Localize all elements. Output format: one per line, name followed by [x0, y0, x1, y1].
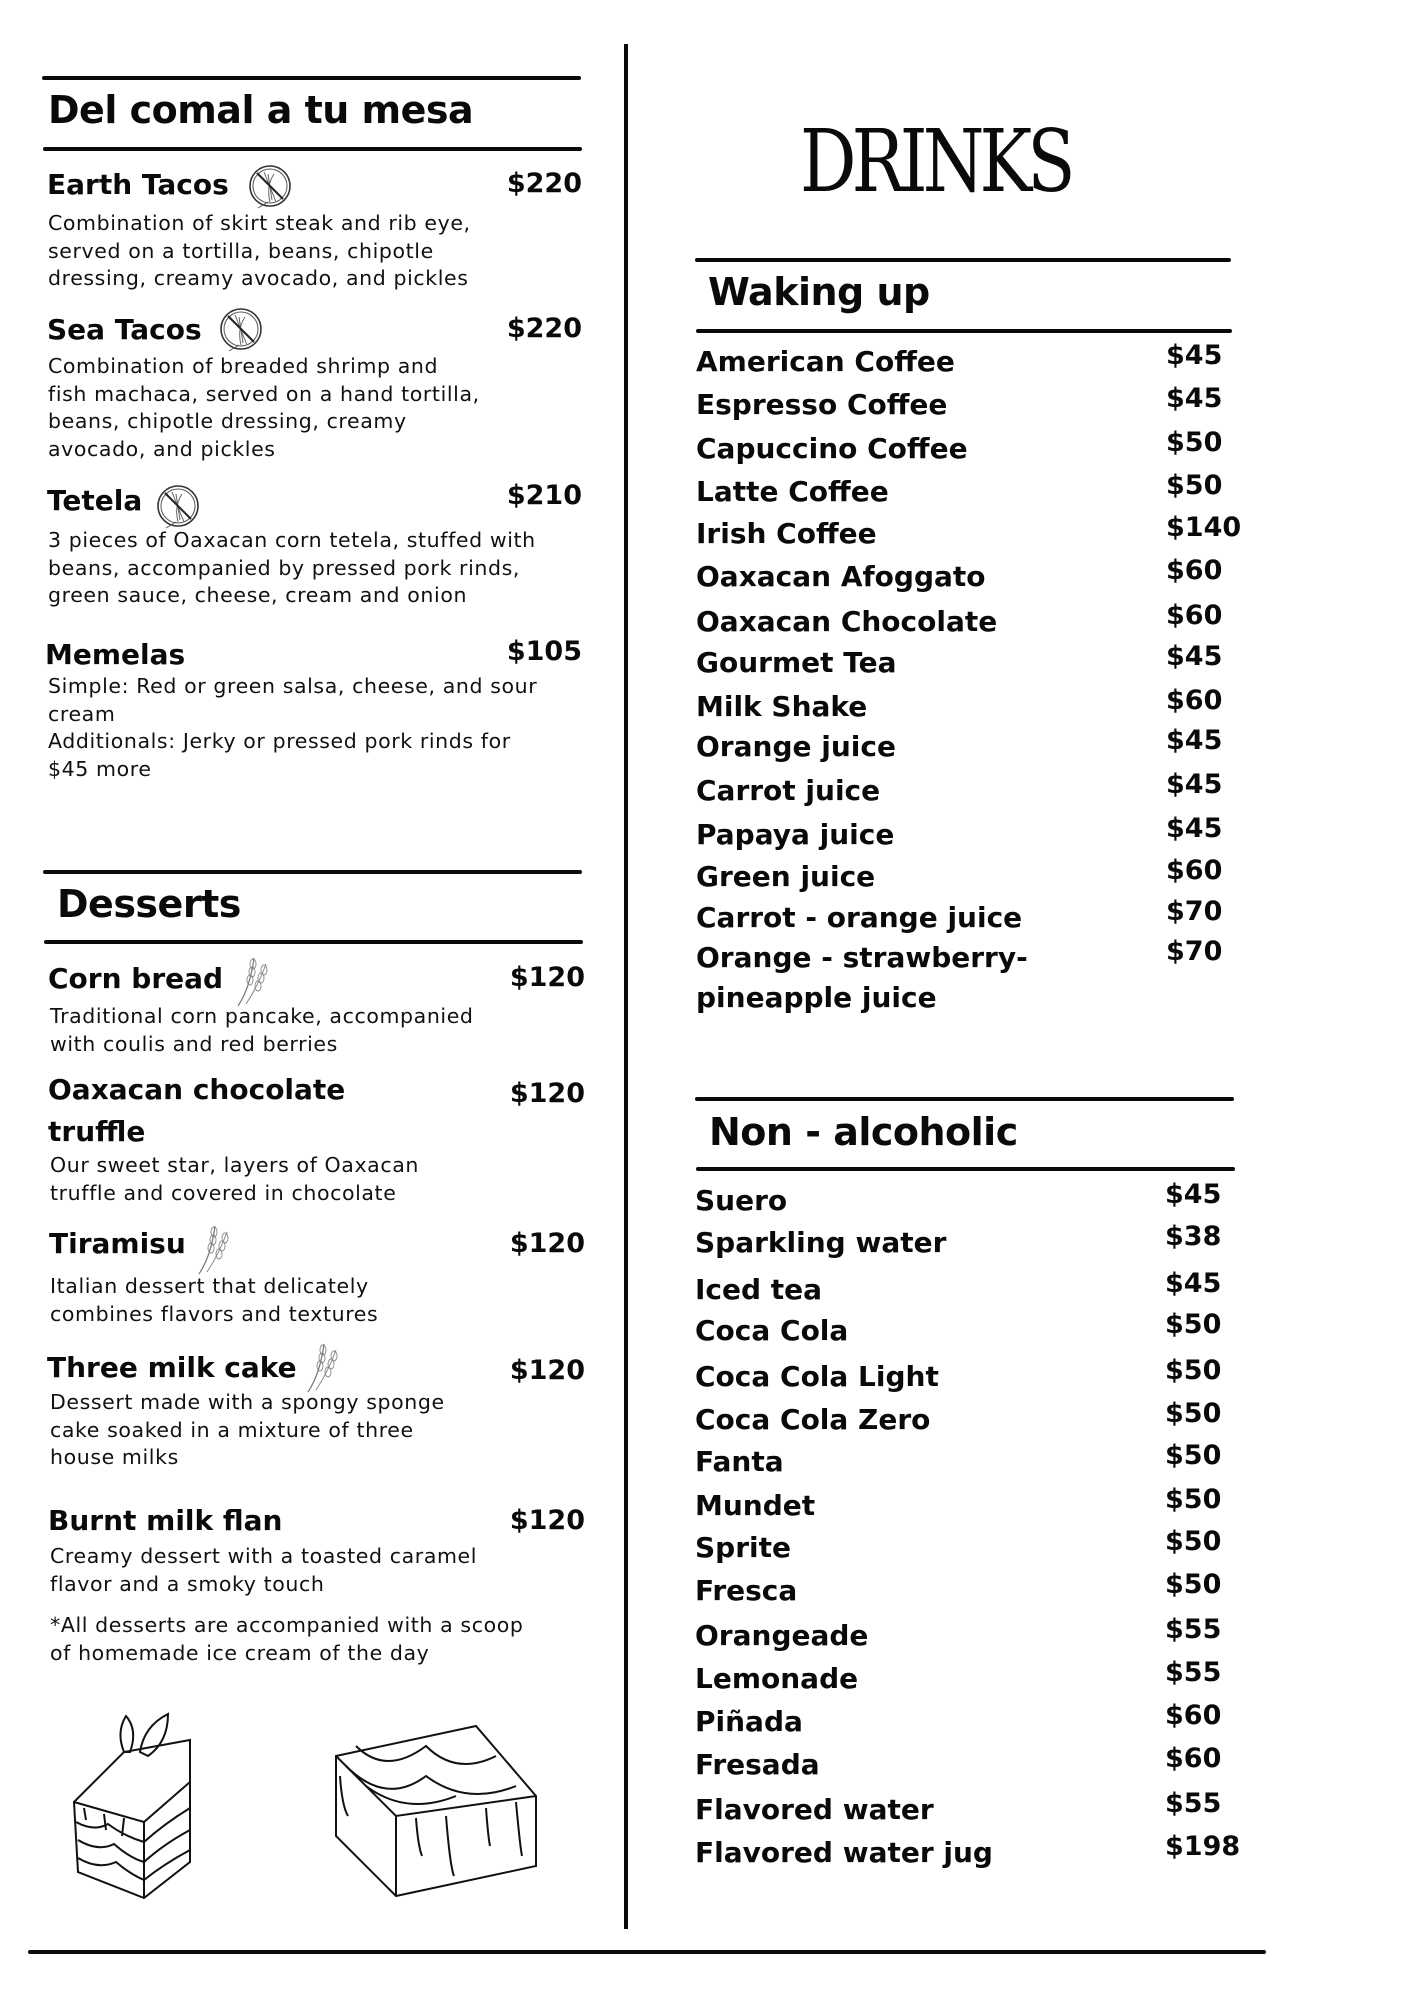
- drink-name: Sprite: [695, 1531, 791, 1564]
- item-name: Sea Tacos: [47, 313, 202, 346]
- desserts-top-rule: [43, 870, 582, 874]
- item-name: Oaxacan chocolate truffle: [48, 1073, 346, 1148]
- drink-name: Lemonade: [695, 1662, 859, 1695]
- column-divider: [624, 44, 628, 1929]
- left-title-underline: [43, 147, 582, 151]
- drink-name: Oaxacan Chocolate: [696, 605, 998, 638]
- drink-name: Papaya juice: [696, 818, 895, 851]
- item-name: Tetela: [47, 484, 143, 517]
- drink-price: $140: [1166, 512, 1242, 543]
- drink-name: Coca Cola Light: [695, 1360, 939, 1393]
- drink-price: $50: [1165, 1309, 1222, 1340]
- drink-name: Capuccino Coffee: [696, 432, 968, 465]
- drink-name: American Coffee: [696, 345, 955, 378]
- section-title-waking-up: Waking up: [708, 270, 930, 314]
- drink-price: $50: [1165, 1484, 1222, 1515]
- drink-price: $60: [1166, 555, 1223, 586]
- drink-name: Flavored water: [695, 1793, 934, 1826]
- desserts-title-underline: [44, 940, 583, 944]
- drink-price: $50: [1165, 1526, 1222, 1557]
- item-price: $220: [506, 168, 582, 199]
- item-description: Combination of breaded shrimp and fish machaca, served on a hand tortilla, beans, chipotle dressing, creamy avocado, and pickles: [48, 354, 480, 461]
- item-name: Earth Tacos: [47, 168, 229, 201]
- item-description: Our sweet star, layers of Oaxacan truffle and covered in chocolate: [50, 1153, 419, 1205]
- drink-price: $60: [1166, 685, 1223, 716]
- drink-name: Coca Cola Zero: [695, 1403, 931, 1436]
- drink-name: Milk Shake: [696, 690, 868, 723]
- drink-name: Carrot - orange juice: [696, 901, 1023, 934]
- item-price: $120: [509, 1078, 585, 1109]
- drink-price: $55: [1165, 1788, 1222, 1819]
- drink-price: $38: [1165, 1221, 1222, 1252]
- drink-name: Orange juice: [696, 730, 896, 763]
- drink-price: $60: [1165, 1743, 1222, 1774]
- drink-name: Coca Cola: [695, 1314, 849, 1347]
- drink-name: Iced tea: [695, 1273, 823, 1306]
- item-name: Tiramisu: [49, 1227, 186, 1260]
- item-name: Memelas: [45, 638, 186, 671]
- item-price: $120: [509, 1228, 585, 1259]
- item-description: Simple: Red or green salsa, cheese, and sour cream Additionals: Jerky or pressed pork rinds for $45 more: [48, 674, 538, 781]
- item-description: Creamy dessert with a toasted caramel flavor and a smoky touch: [50, 1544, 478, 1596]
- item-price: $210: [506, 480, 582, 511]
- drink-price: $50: [1166, 427, 1223, 458]
- item-name: Three milk cake: [47, 1351, 297, 1384]
- section-title-main: Del comal a tu mesa: [48, 88, 474, 132]
- item-name: Corn bread: [48, 962, 224, 995]
- drink-name: Sparkling water: [695, 1226, 947, 1259]
- drink-name: Gourmet Tea: [696, 646, 897, 679]
- drink-price: $45: [1166, 340, 1223, 371]
- drink-name: Latte Coffee: [696, 475, 889, 508]
- item-description: Traditional corn pancake, accompanied with coulis and red berries: [50, 1004, 474, 1056]
- drink-name: Piñada: [695, 1705, 803, 1738]
- item-price: $105: [506, 636, 582, 667]
- drink-price: $45: [1166, 383, 1223, 414]
- drink-price: $50: [1165, 1355, 1222, 1386]
- drink-name: Flavored water jug: [695, 1836, 993, 1869]
- drink-price: $45: [1166, 641, 1223, 672]
- drink-name: Fresada: [695, 1748, 820, 1781]
- drink-name: Oaxacan Afoggato: [696, 560, 986, 593]
- drink-name: Irish Coffee: [696, 517, 877, 550]
- item-description: Italian dessert that delicately combines flavors and textures: [50, 1274, 379, 1326]
- waking-up-top-rule: [695, 258, 1231, 262]
- drink-name: Green juice: [696, 860, 876, 893]
- drink-name: Orangeade: [695, 1619, 869, 1652]
- drink-price: $50: [1165, 1569, 1222, 1600]
- drink-name: Fanta: [695, 1445, 784, 1478]
- drink-price: $45: [1166, 769, 1223, 800]
- drinks-title: DRINKS: [800, 112, 1071, 212]
- drink-price: $70: [1166, 896, 1223, 927]
- desserts-note: *All desserts are accompanied with a scoop of homemade ice cream of the day: [50, 1613, 524, 1665]
- item-name: Burnt milk flan: [48, 1504, 283, 1537]
- item-price: $120: [509, 1355, 585, 1386]
- item-description: Dessert made with a spongy sponge cake soaked in a mixture of three house milks: [50, 1390, 445, 1469]
- item-price: $220: [506, 313, 582, 344]
- drink-price: $55: [1165, 1657, 1222, 1688]
- drink-price: $60: [1166, 855, 1223, 886]
- wheat-icon: [193, 1220, 233, 1281]
- non-alcoholic-title-underline: [696, 1167, 1235, 1171]
- drink-name: Suero: [695, 1184, 788, 1217]
- drink-price: $60: [1165, 1700, 1222, 1731]
- drink-name: Mundet: [695, 1489, 816, 1522]
- brownie-icon: [326, 1716, 546, 1921]
- left-top-rule: [42, 76, 581, 80]
- drink-price: $45: [1165, 1179, 1222, 1210]
- drink-price: $45: [1165, 1268, 1222, 1299]
- drink-price: $45: [1166, 725, 1223, 756]
- non-alcoholic-top-rule: [695, 1097, 1234, 1101]
- section-title-desserts: Desserts: [57, 882, 241, 926]
- section-title-non-alcoholic: Non - alcoholic: [709, 1110, 1018, 1154]
- drink-name: Orange - strawberry- pineapple juice: [696, 941, 1028, 1014]
- item-description: Combination of skirt steak and rib eye, served on a tortilla, beans, chipotle dressing, creamy avocado, and pickles: [48, 211, 471, 290]
- item-price: $120: [509, 962, 585, 993]
- drink-name: Fresca: [695, 1574, 798, 1607]
- waking-up-title-underline: [696, 329, 1232, 333]
- drink-price: $55: [1165, 1614, 1222, 1645]
- drink-price: $60: [1166, 600, 1223, 631]
- drink-price: $50: [1165, 1440, 1222, 1471]
- drink-name: Carrot juice: [696, 774, 881, 807]
- layered-cake-icon: [64, 1712, 274, 1917]
- drink-name: Espresso Coffee: [696, 388, 948, 421]
- drink-price: $50: [1165, 1398, 1222, 1429]
- item-price: $120: [509, 1505, 585, 1536]
- item-description: 3 pieces of Oaxacan corn tetela, stuffed with beans, accompanied by pressed pork rinds, green sauce, cheese, cream and onion: [48, 528, 536, 607]
- bottom-rule: [28, 1950, 1266, 1954]
- drink-price: $198: [1165, 1831, 1241, 1862]
- drink-price: $50: [1166, 470, 1223, 501]
- drink-price: $45: [1166, 813, 1223, 844]
- drink-price: $70: [1166, 936, 1223, 967]
